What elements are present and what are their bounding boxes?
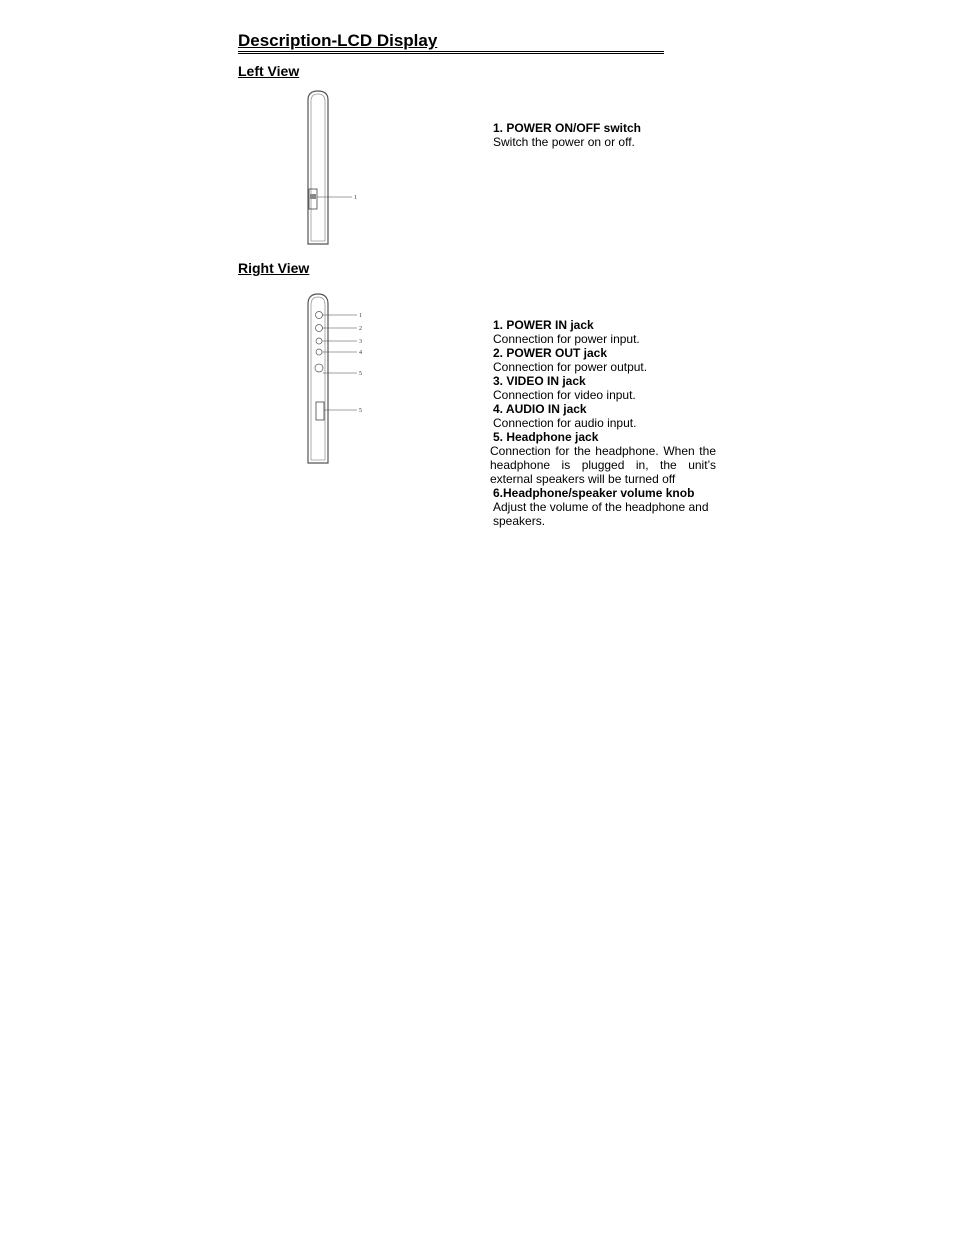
- item-text: Connection for power input.: [493, 332, 640, 346]
- item-text: Connection for power output.: [493, 360, 648, 374]
- left-view-device-illustration: [300, 88, 370, 248]
- item-title: 5. Headphone jack: [493, 430, 599, 444]
- volume-knob-shape: [316, 402, 324, 420]
- item-text: Adjust the volume of the headphone and speakers.: [493, 500, 709, 528]
- right-view-device-illustration: [300, 290, 370, 470]
- page-title: Description-LCD Display: [238, 31, 664, 54]
- callout-number: 5: [359, 408, 362, 414]
- headphone-jack-shape: [315, 364, 323, 372]
- right-view-title: Right View: [238, 260, 310, 276]
- item-text: Connection for audio input.: [493, 416, 637, 430]
- callout-number: 1: [354, 195, 357, 201]
- audio-in-jack-shape: [316, 349, 322, 355]
- video-in-jack-shape: [316, 338, 322, 344]
- power-in-jack-shape: [316, 312, 323, 319]
- callout-number: 4: [359, 350, 362, 356]
- callout-number: 2: [359, 326, 362, 332]
- callout-number: 5: [359, 371, 362, 377]
- item-text: Connection for the headphone. When the headphone is plugged in, the unit’s external speakers will be turned off: [490, 444, 716, 486]
- left-view-title: Left View: [238, 63, 300, 79]
- item-title: 3. VIDEO IN jack: [493, 374, 586, 388]
- item-title: 2. POWER OUT jack: [493, 346, 608, 360]
- item-title: 6.Headphone/speaker volume knob: [493, 486, 695, 500]
- right-view-descriptions: [490, 318, 716, 528]
- power-out-jack-shape: [316, 325, 323, 332]
- callout-number: 1: [359, 313, 362, 319]
- item-title: 1. POWER IN jack: [493, 318, 594, 332]
- callout-number: 3: [359, 339, 362, 345]
- item-title: 4. AUDIO IN jack: [493, 402, 587, 416]
- left-view-descriptions: [490, 121, 716, 149]
- item-title: 1. POWER ON/OFF switch: [493, 121, 642, 135]
- item-text: Switch the power on or off.: [493, 135, 635, 149]
- item-text: Connection for video input.: [493, 388, 636, 402]
